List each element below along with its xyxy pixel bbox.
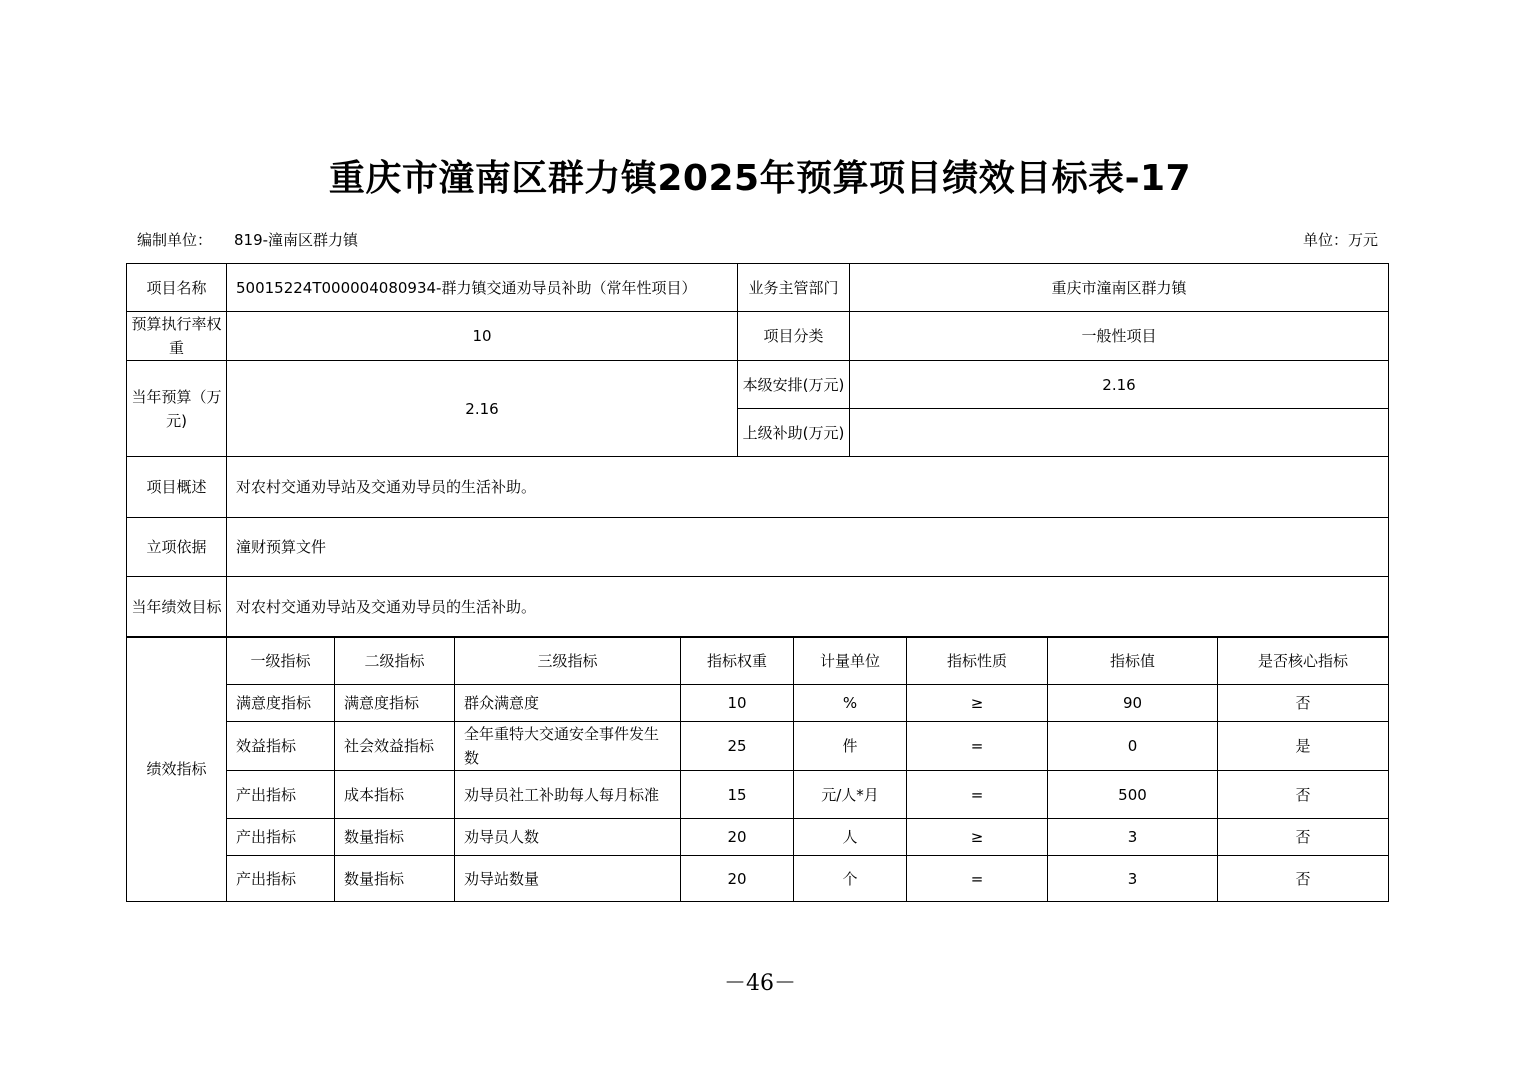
indicators-section-label: 绩效指标 <box>127 637 227 902</box>
table-row <box>127 856 1389 902</box>
table-row <box>127 312 1389 361</box>
cell-value: 0 <box>1048 722 1218 771</box>
local-label: 本级安排(万元) <box>738 361 850 409</box>
cell-weight: 10 <box>681 685 794 722</box>
dept-value: 重庆市潼南区群力镇 <box>850 264 1389 312</box>
cell-level1: 产出指标 <box>227 856 335 902</box>
cell-level3: 劝导员人数 <box>455 819 681 856</box>
table-row <box>127 457 1389 518</box>
cell-value: 500 <box>1048 771 1218 819</box>
header-nature: 指标性质 <box>907 637 1048 685</box>
cell-unit: 个 <box>794 856 907 902</box>
cell-level3: 群众满意度 <box>455 685 681 722</box>
cell-level1: 产出指标 <box>227 819 335 856</box>
table-row <box>127 819 1389 856</box>
cell-weight: 15 <box>681 771 794 819</box>
cell-core: 否 <box>1218 771 1389 819</box>
cell-nature: = <box>907 722 1048 771</box>
upper-value <box>850 409 1389 457</box>
table-row <box>127 361 1389 409</box>
cell-nature: ≥ <box>907 819 1048 856</box>
project-name-label: 项目名称 <box>127 264 227 312</box>
header-weight: 指标权重 <box>681 637 794 685</box>
header-core: 是否核心指标 <box>1218 637 1389 685</box>
category-label: 项目分类 <box>738 312 850 361</box>
cell-level1: 满意度指标 <box>227 685 335 722</box>
exec-rate-value: 10 <box>227 312 738 361</box>
upper-label: 上级补助(万元) <box>738 409 850 457</box>
cell-nature: = <box>907 856 1048 902</box>
compiling-unit <box>137 229 358 250</box>
local-value: 2.16 <box>850 361 1389 409</box>
page-title: 重庆市潼南区群力镇2025年预算项目绩效目标表-17 <box>328 158 1192 199</box>
cell-weight: 20 <box>681 819 794 856</box>
table-row <box>127 685 1389 722</box>
cell-value: 3 <box>1048 856 1218 902</box>
table-row <box>127 264 1389 312</box>
cell-level2: 社会效益指标 <box>335 722 455 771</box>
dept-label: 业务主管部门 <box>738 264 850 312</box>
cell-unit: 件 <box>794 722 907 771</box>
cell-core: 否 <box>1218 685 1389 722</box>
cell-nature: = <box>907 771 1048 819</box>
compiling-unit-label: 编制单位： <box>137 231 213 249</box>
cell-core: 否 <box>1218 819 1389 856</box>
category-value: 一般性项目 <box>850 312 1389 361</box>
indicators-table <box>126 636 1389 902</box>
header-level1: 一级指标 <box>227 637 335 685</box>
cell-value: 3 <box>1048 819 1218 856</box>
table-row <box>127 518 1389 577</box>
cell-level2: 成本指标 <box>335 771 455 819</box>
table-row <box>127 771 1389 819</box>
exec-rate-label: 预算执行率权重 <box>127 312 227 361</box>
cell-level2: 数量指标 <box>335 856 455 902</box>
compiling-unit-value: 819-潼南区群力镇 <box>234 231 359 249</box>
cell-nature: ≥ <box>907 685 1048 722</box>
goal-label: 当年绩效目标 <box>127 577 227 638</box>
table-row <box>127 577 1389 638</box>
header-value: 指标值 <box>1048 637 1218 685</box>
cell-value: 90 <box>1048 685 1218 722</box>
currency-unit: 单位：万元 <box>1302 231 1378 249</box>
header-unit: 计量单位 <box>794 637 907 685</box>
cell-level2: 满意度指标 <box>335 685 455 722</box>
budget-value: 2.16 <box>227 361 738 457</box>
overview-value: 对农村交通劝导站及交通劝导员的生活补助。 <box>227 457 1389 518</box>
project-info-table <box>126 263 1389 638</box>
basis-value: 潼财预算文件 <box>227 518 1389 577</box>
page-number: －46－ <box>724 971 796 996</box>
cell-core: 否 <box>1218 856 1389 902</box>
cell-level1: 效益指标 <box>227 722 335 771</box>
cell-unit: 元/人*月 <box>794 771 907 819</box>
overview-label: 项目概述 <box>127 457 227 518</box>
cell-level1: 产出指标 <box>227 771 335 819</box>
header-level3: 三级指标 <box>455 637 681 685</box>
cell-weight: 25 <box>681 722 794 771</box>
goal-value: 对农村交通劝导站及交通劝导员的生活补助。 <box>227 577 1389 638</box>
cell-level3: 劝导员社工补助每人每月标准 <box>455 771 681 819</box>
cell-core: 是 <box>1218 722 1389 771</box>
budget-label: 当年预算（万元) <box>127 361 227 457</box>
cell-level3: 劝导站数量 <box>455 856 681 902</box>
cell-level3: 全年重特大交通安全事件发生数 <box>455 722 681 771</box>
basis-label: 立项依据 <box>127 518 227 577</box>
cell-weight: 20 <box>681 856 794 902</box>
project-name-value: 50015224T000004080934-群力镇交通劝导员补助（常年性项目） <box>227 264 738 312</box>
header-level2: 二级指标 <box>335 637 455 685</box>
indicators-header-row <box>127 637 1389 685</box>
cell-unit: 人 <box>794 819 907 856</box>
cell-level2: 数量指标 <box>335 819 455 856</box>
cell-unit: % <box>794 685 907 722</box>
table-row <box>127 722 1389 771</box>
